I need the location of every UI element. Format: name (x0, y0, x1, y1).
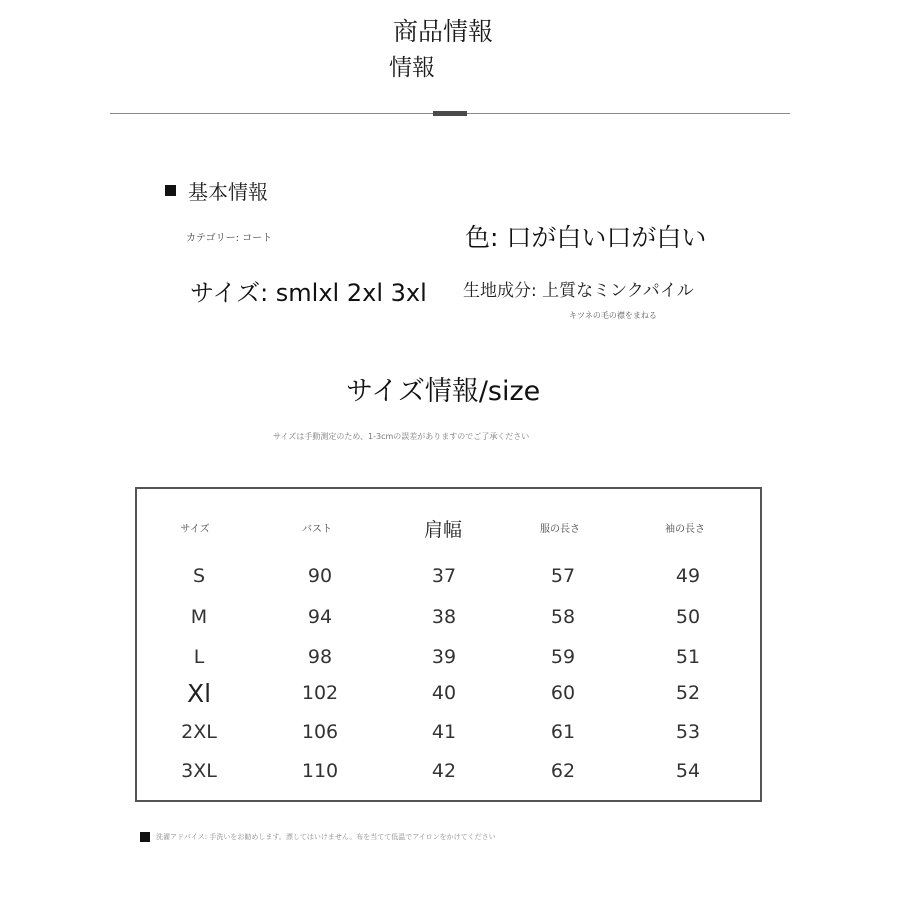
row-3xl-bust: 110 (301, 760, 339, 782)
square-bullet-icon (165, 185, 176, 196)
size-measure-note: サイズは手動測定のため、1-3cmの誤差がありますのでご了承ください (273, 432, 530, 441)
row-xl-sleeve: 52 (675, 682, 701, 704)
row-2xl-shoulder: 41 (431, 721, 457, 743)
header-shoulder: 肩幅 (423, 519, 463, 541)
row-l-size: L (193, 646, 205, 668)
size-info-title: サイズ情報/size (346, 376, 541, 407)
row-xl-shoulder: 40 (431, 682, 457, 704)
header-bust: バスト (302, 524, 332, 535)
header-sleeve: 袖の長さ (665, 524, 705, 535)
row-xl-size: Xl (186, 679, 212, 708)
row-xl-bust: 102 (301, 682, 339, 704)
basic-info-heading (165, 176, 268, 205)
row-2xl-sleeve: 53 (675, 721, 701, 743)
material-text: 生地成分: 上質なミンクパイル (463, 281, 694, 301)
category-text: カテゴリー: コート (186, 233, 273, 244)
row-3xl-sleeve: 54 (675, 760, 701, 782)
row-l-bust: 98 (307, 646, 333, 668)
divider-accent (433, 111, 467, 116)
row-s-sleeve: 49 (675, 565, 701, 587)
row-3xl-length: 62 (550, 760, 576, 782)
row-2xl-bust: 106 (301, 721, 339, 743)
color-text: 色: 口が白い口が白い (465, 223, 707, 252)
row-m-shoulder: 38 (431, 606, 457, 628)
care-advice-text: 洗濯アドバイス: 手洗いをお勧めします。漂してはいけません。布を当てて低温でアイロンをかけてください (156, 833, 496, 841)
row-m-length: 58 (550, 606, 576, 628)
row-m-size: M (190, 606, 208, 628)
row-2xl-size: 2XL (181, 721, 217, 743)
row-2xl-length: 61 (550, 721, 576, 743)
size-text: サイズ: smlxl 2xl 3xl (190, 279, 427, 307)
basic-info-heading-text: 基本情報 (188, 180, 268, 204)
row-m-bust: 94 (307, 606, 333, 628)
row-l-shoulder: 39 (431, 646, 457, 668)
size-table (135, 487, 762, 802)
row-3xl-shoulder: 42 (431, 760, 457, 782)
row-s-shoulder: 37 (431, 565, 457, 587)
material-note: キツネの毛の襟をまねる (569, 311, 657, 320)
header-size: サイズ (180, 524, 210, 535)
row-l-sleeve: 51 (675, 646, 701, 668)
row-xl-length: 60 (550, 682, 576, 704)
row-s-size: S (192, 565, 206, 587)
row-s-bust: 90 (307, 565, 333, 587)
page-subtitle: 情報 (389, 55, 435, 81)
header-length: 服の長さ (540, 524, 580, 535)
row-3xl-size: 3XL (181, 760, 217, 782)
row-m-sleeve: 50 (675, 606, 701, 628)
row-s-length: 57 (550, 565, 576, 587)
row-l-length: 59 (550, 646, 576, 668)
square-bullet-icon (140, 832, 150, 842)
care-advice (140, 832, 496, 842)
page-title: 商品情報 (393, 17, 494, 46)
